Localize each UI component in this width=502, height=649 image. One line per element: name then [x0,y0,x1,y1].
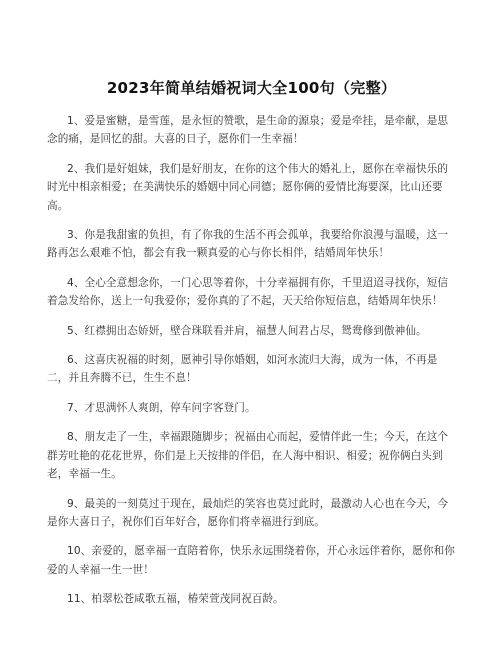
list-item: 6、这喜庆祝福的时刻，愿神引导你婚姻，如河水流归大海，成为一体，不再是二，并且奔腾不已，生生不息！ [47,354,438,385]
list-item: 7、才思满怀人爽朗，停车问字客登门。 [67,401,256,414]
list-item: 1、爱是蜜糖，是雪莲，是永恒的赞歌，是生命的源泉；爱是牵挂，是牵献，是思念的痛，是回忆的甜。大喜的日子，愿你们一生幸福！ [47,115,449,146]
list-item: 3、你是我甜蜜的负担，有了你我的生活不再会孤单，我要给你浪漫与温暖，这一路再怎么艰难不怕，都会有我一颗真爱的心与你长相伴，结婚周年快乐！ [47,229,449,260]
list-item: 10、亲爱的，愿幸福一直陪着你，快乐永远围绕着你，开心永远伴着你，愿你和你爱的人幸福一生一世！ [47,545,455,576]
list-item: 5、红襟拥出态娇妍，壁合珠联看并肩，福慧人间君占尽，鸳鸯修到傲神仙。 [67,324,427,337]
list-item: 2、我们是好姐妹，我们是好朋友，在你的这个伟大的婚礼上，愿你在幸福快乐的时光中相亲相爱；在美满快乐的婚姻中同心同德；愿你俩的爱情比海要深，比山还要高。 [47,162,449,212]
list-item: 8、朋友走了一生，幸福跟随脚步；祝福由心而起，爱情伴此一生；今天，在这个群芳吐艳的花花世界，你们是上天按排的伴侣，在人海中相识、相爱；祝你俩白头到老，幸福一生。 [47,431,449,481]
list-item: 4、全心全意想念你，一门心思等着你，十分幸福拥有你，千里迢迢寻找你，短信着急发给你，送上一句我爱你；爱你真的了不起，天天给你短信息，结婚周年快乐！ [47,276,449,308]
list-item: 9、最美的一刻莫过于现在，最灿烂的笑容也莫过此时，最激动人心也在今天，今是你大喜日子，祝你们百年好合，愿你们将幸福进行到底。 [47,497,449,528]
list-item: 11、柏翠松苍咸歌五福，椿荣萱茂同祝百龄。 [67,593,284,606]
blessing-list [47,112,456,609]
document-title: 2023年简单结婚祝词大全100句（完整） [106,79,397,97]
